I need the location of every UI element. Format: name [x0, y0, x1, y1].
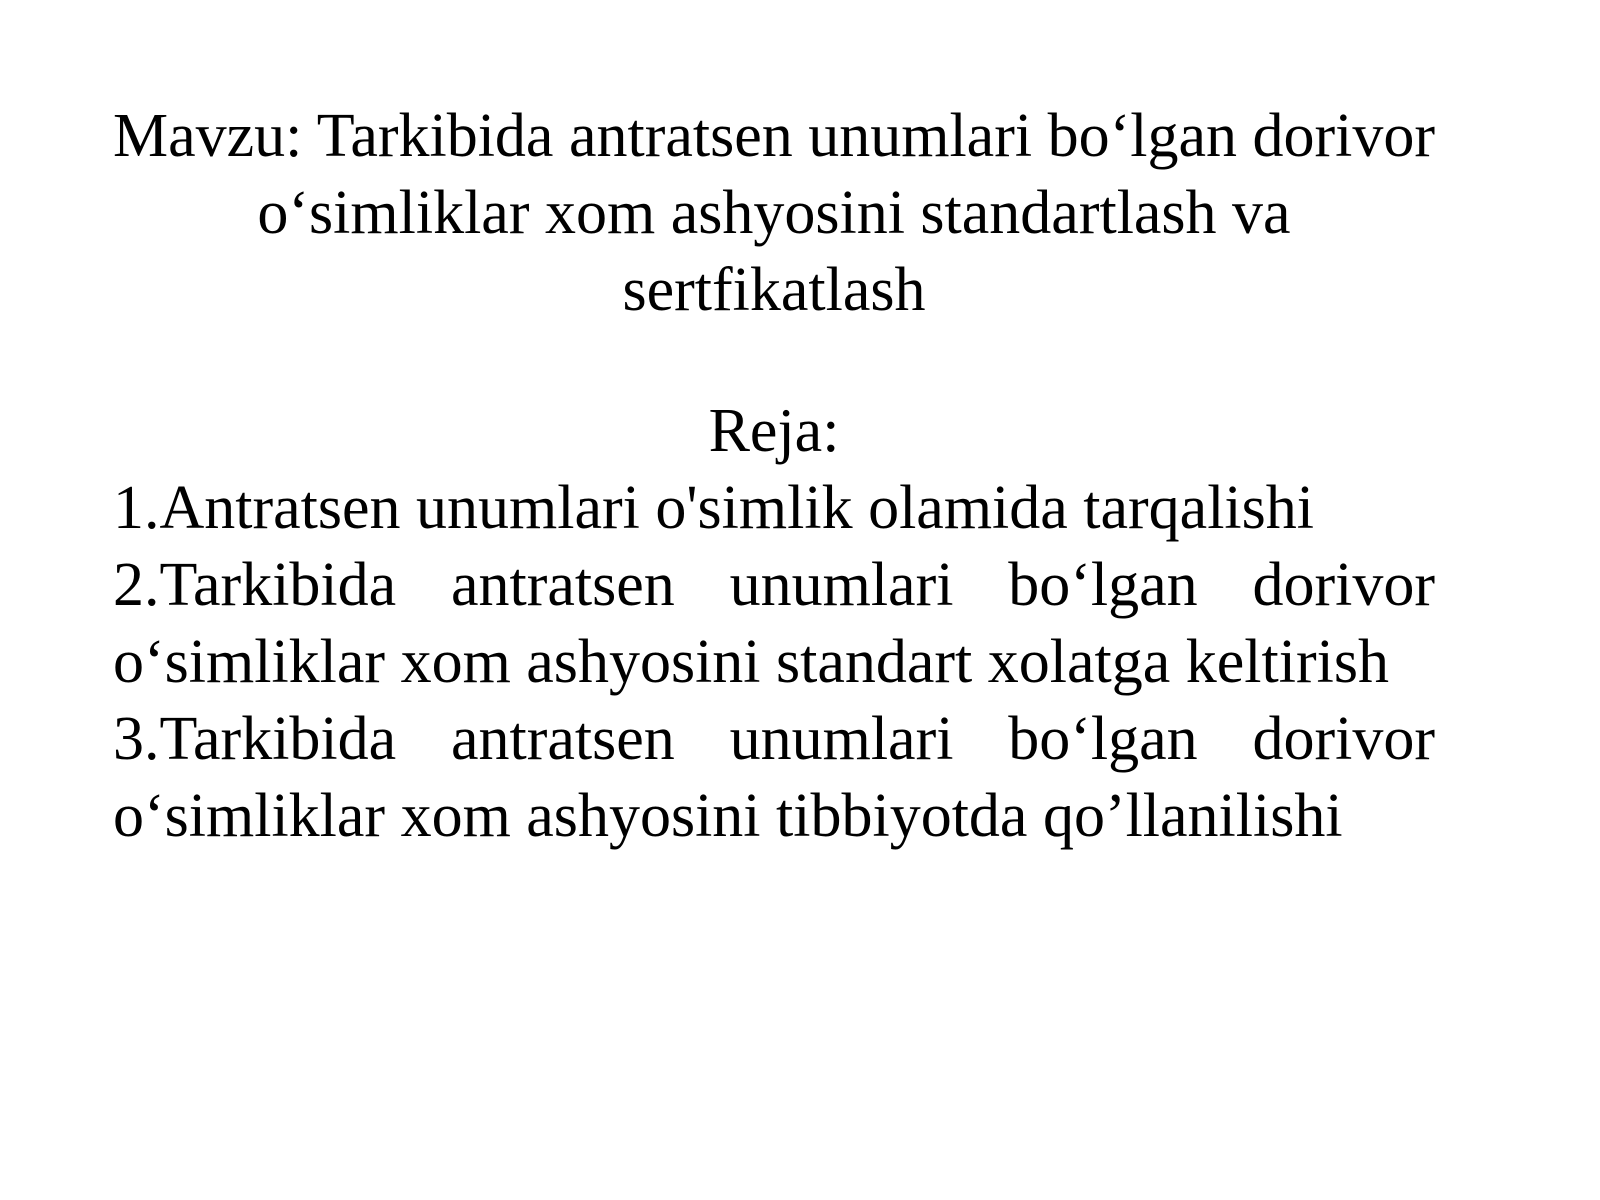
- plan-item-2-line-1: 2.Tarkibida antratsen unumlari bo‘lgan dorivor: [113, 551, 1435, 619]
- plan-item-1: 1.Antratsen unumlari o'simlik olamida tarqalishi: [113, 474, 1315, 542]
- plan-item-3-line-2: o‘simliklar xom ashyosini tibbiyotda qo’llanilishi: [113, 782, 1343, 850]
- blank-line: [113, 329, 1435, 393]
- slide-title-line-2: o‘simliklar xom ashyosini standartlash va: [257, 179, 1291, 247]
- slide-title-line-3: sertfikatlash: [622, 256, 926, 324]
- plan-heading: Reja:: [708, 397, 840, 465]
- plan-item-3-line-1: 3.Tarkibida antratsen unumlari bo‘lgan dorivor: [113, 705, 1435, 773]
- plan-item-2-line-2: o‘simliklar xom ashyosini standart xolatga keltirish: [113, 628, 1389, 696]
- slide-title-line-1: Mavzu: Tarkibida antratsen unumlari bo‘lgan dorivor: [113, 102, 1435, 170]
- slide-content: [113, 98, 1435, 855]
